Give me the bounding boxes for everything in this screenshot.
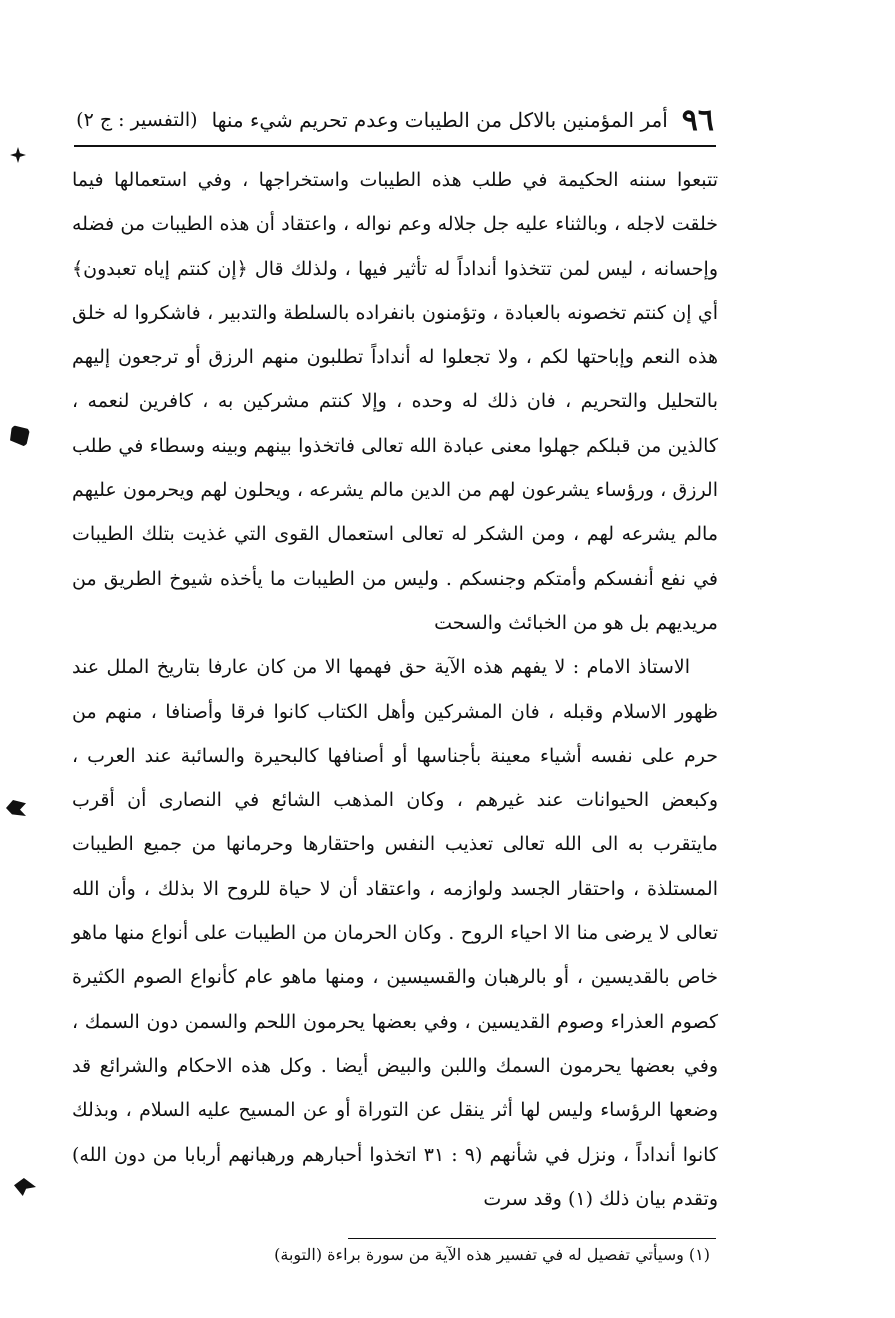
paragraph: الاستاذ الامام : لا يفهم هذه الآية حق فهمها الا من كان عارفا بتاريخ الملل عند ظهور الاسلام وقبله ، فان المشركين وأهل الكتاب كانوا فرقا وأصنافا ، منهم من حرم على نفسه أشياء معينة بأجناسها أو أصنافها كالبحيرة والسائبة عند العرب ، وكبعض الحيوانات عند غيرهم ، وكان المذهب الشائع في النصارى أن أقرب مايتقرب به الى الله تعالى تعذيب النفس واحتقارها وحرمانها من جميع الطيبات المستلذة ، واحتقار الجسد ولوازمه ، واعتقاد أن لا حياة للروح الا بذلك ، وأن الله تعالى لا يرضى منا الا احياء الروح . وكان الحرمان من الطيبات على أنواع منها ماهو خاص بالقديسين ، أو بالرهبان والقسيسين ، ومنها ماهو عام كأنواع الصوم الكثيرة كصوم العذراء وصوم القديسين ، وفي بعضها يحرمون اللحم والسمن دون السمك ، وفي بعضها يحرمون السمك واللبن والبيض أيضا . وكل هذه الاحكام والشرائع قد وضعها الرؤساء وليس لها أثر ينقل عن التوراة أو عن المسيح عليه السلام ، وبذلك كانوا أنداداً ، ونزل في شأنهم (٩ : ٣١ اتخذوا أحبارهم ورهبانهم أربابا من دون الله) وتقدم بيان ذلك (١) وقد سرت [72,656,718,1210]
paragraph: تتبعوا سننه الحكيمة في طلب هذه الطيبات واستخراجها ، وفي استعمالها فيما خلقت لاجله ، وبالثناء عليه جل جلاله وعم نواله ، واعتقاد أن هذه الطيبات من فضله وإحسانه ، ليس لمن تتخذوا أنداداً له تأثير فيها ، ولذلك قال ﴿إن كنتم إياه تعبدون﴾ أي إن كنتم تخصونه بالعبادة ، وتؤمنون بانفراده بالسلطة والتدبير ، فاشكروا له خلق هذه النعم وإباحتها لكم ، ولا تجعلوا له أنداداً تطلبون منهم الرزق أو ترجعون إليهم بالتحليل والتحريم ، فان ذلك له وحده ، وإلا كنتم مشركين به ، كافرين لنعمه ، كالذين من قبلكم جهلوا معنى عبادة الله تعالى فاتخذوا بينهم وبينه وسطاء في طلب الرزق ، ورؤساء يشرعون لهم من الدين مالم يشرعه ، ويحلون لهم ويحرمون عليهم مالم يشرعه لهم ، ومن الشكر له تعالى استعمال القوى التي غذيت بتلك الطيبات في نفع أنفسكم وأمتكم وجنسكم . وليس من الطيبات ما يأخذه شيوخ الطريق من مريديهم بل هو من الخبائث والسحت [72,169,718,634]
binding-hole-mark [14,1178,36,1196]
main-text [72,158,718,1221]
binding-hole-mark [6,800,26,816]
page-number: ٩٦ [681,102,714,138]
running-title: أمر المؤمنين بالاكل من الطيبات وعدم تحريم شيء منها [211,108,668,132]
header-divider [74,145,716,147]
section-reference: (التفسير : ج ٢) [76,109,198,131]
footnote-divider [348,1238,716,1239]
binding-hole-mark [10,425,30,447]
binding-hole-mark [10,147,26,163]
page-header [78,100,714,140]
footnote: (١) وسيأتي تفصيل له في تفسير هذه الآية من سورة براءة (التوبة) [274,1245,710,1264]
